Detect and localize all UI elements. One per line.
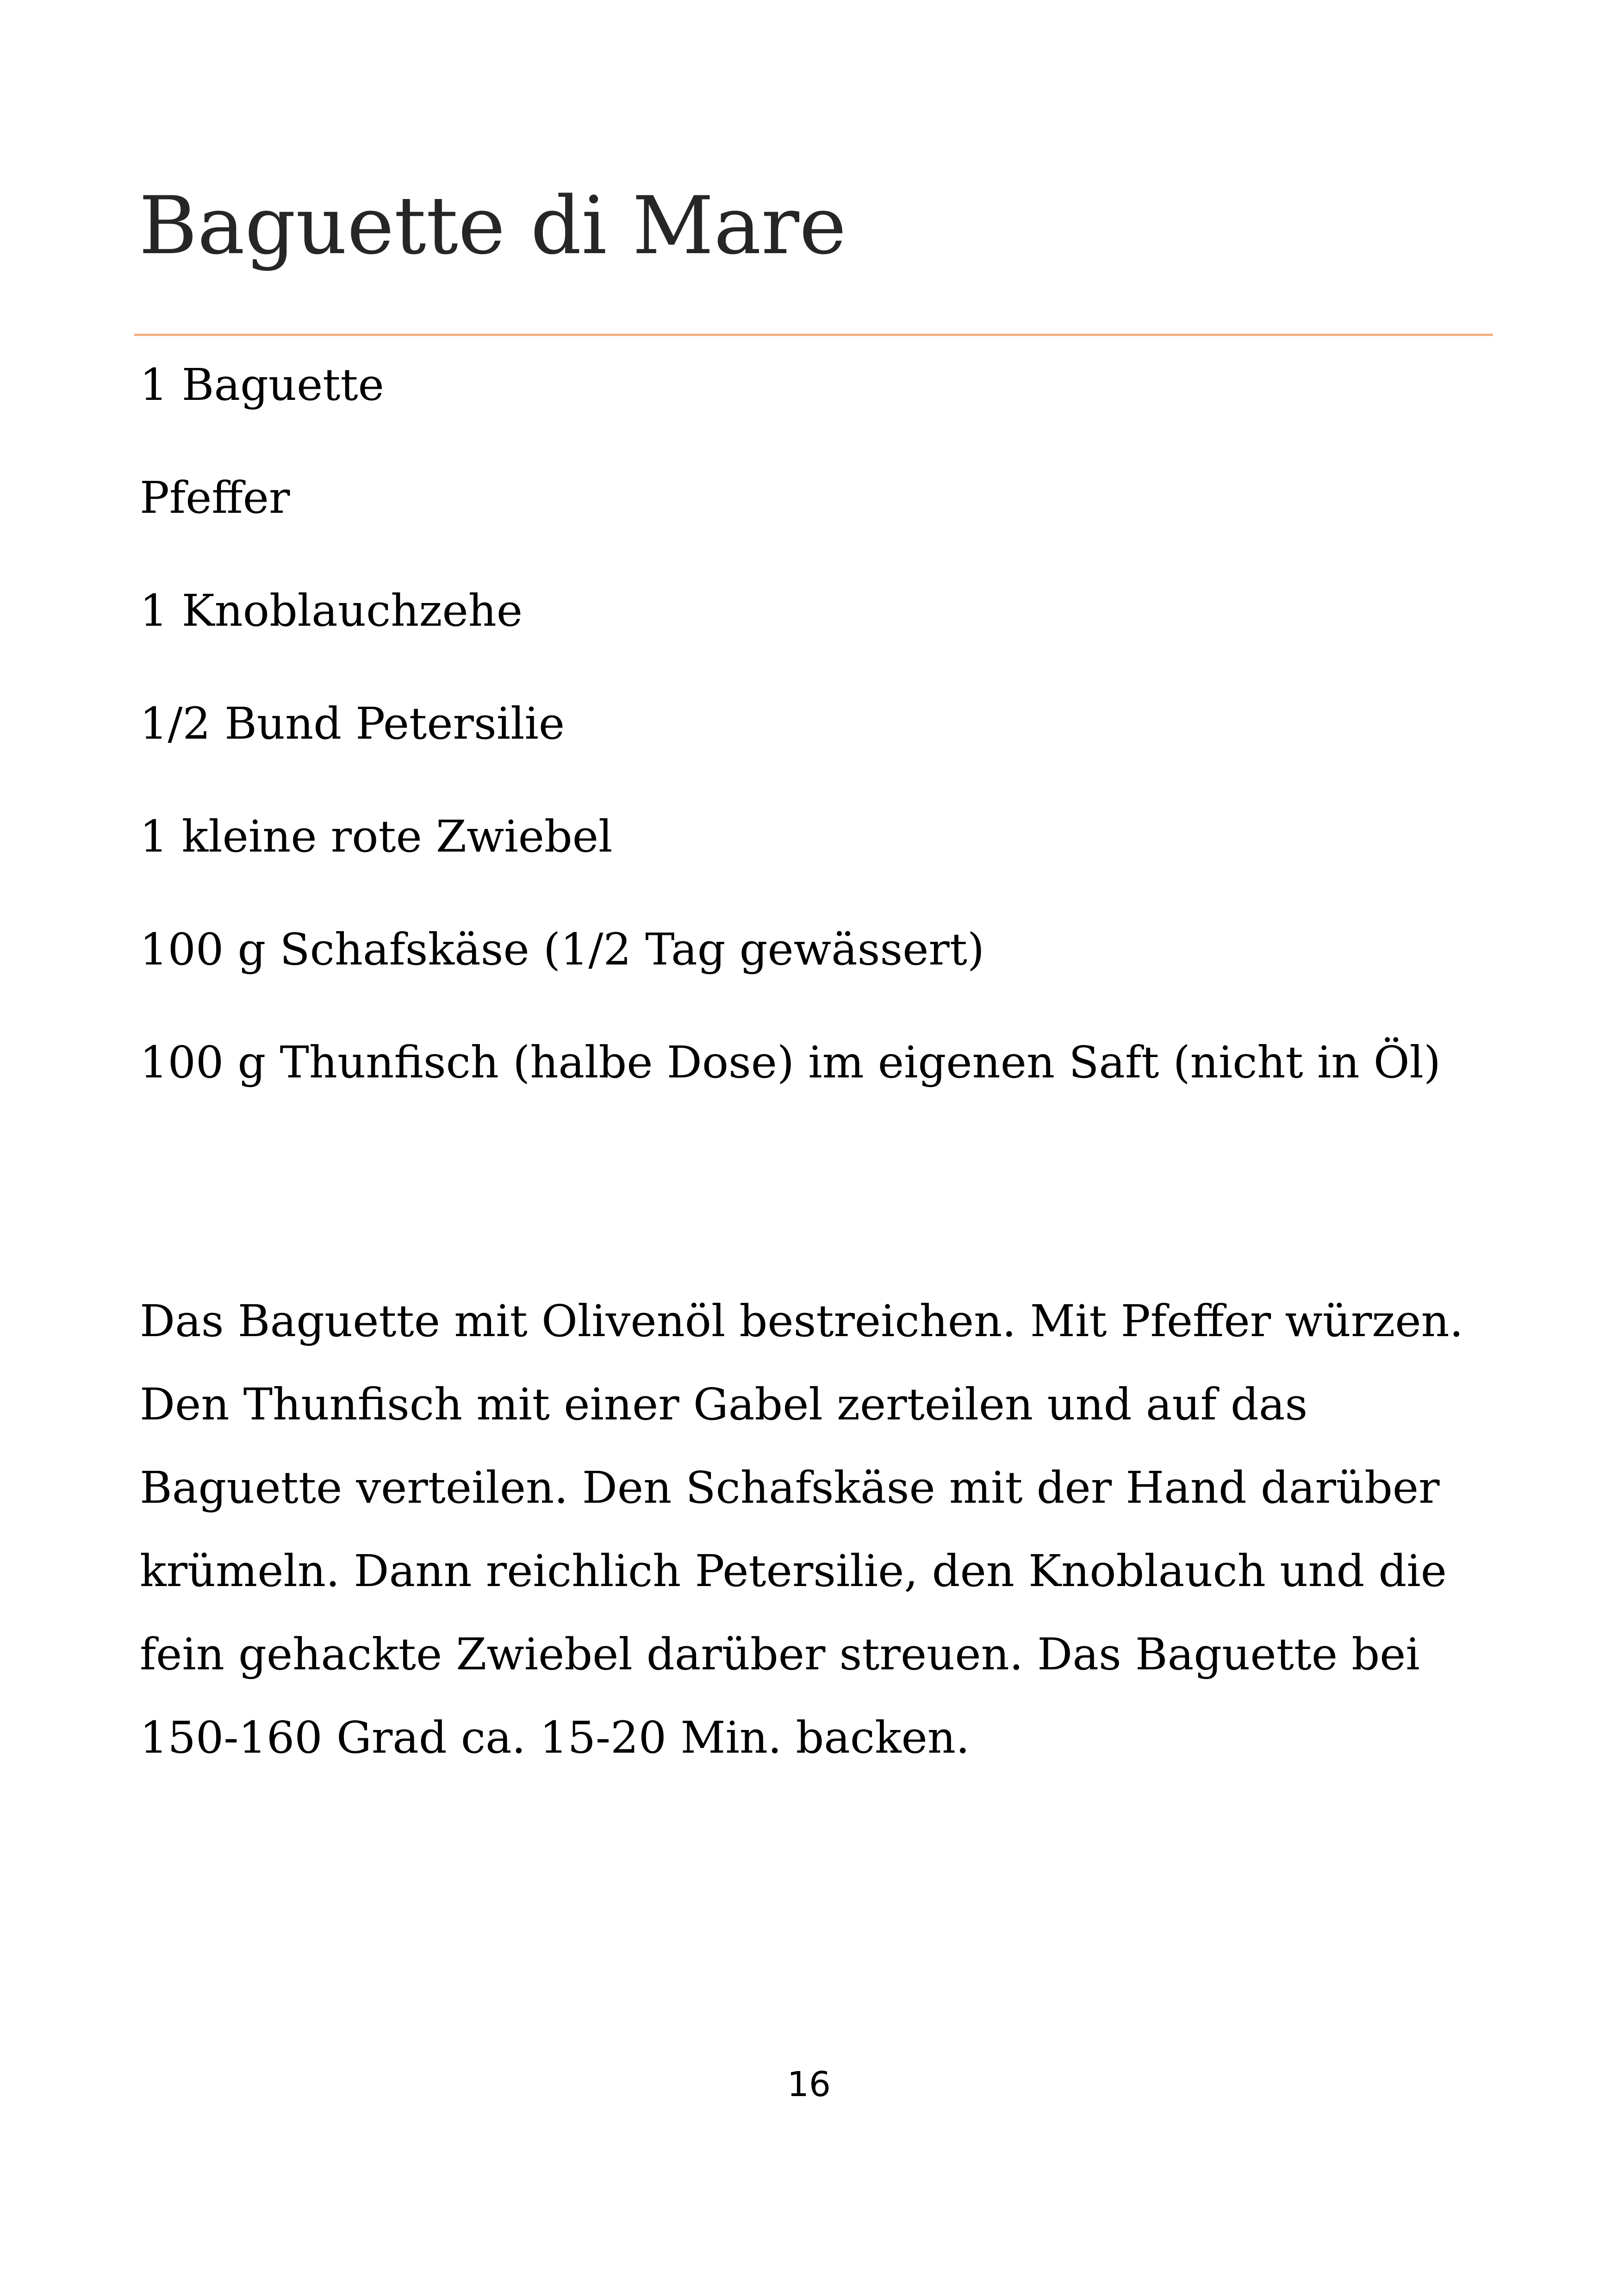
ingredient-item: 1/2 Bund Petersilie xyxy=(140,698,565,749)
instruction-line: Baguette verteilen. Den Schafskäse mit der Hand darüber xyxy=(140,1462,1440,1513)
ingredient-item: Pfeffer xyxy=(140,473,290,523)
instruction-line: 150-160 Grad ca. 15-20 Min. backen. xyxy=(140,1712,970,1763)
ingredient-item: 1 Knoblauchzehe xyxy=(140,585,523,636)
recipe-title: Baguette di Mare xyxy=(139,179,846,272)
instruction-line: Den Thunfisch mit einer Gabel zerteilen und auf das xyxy=(140,1379,1308,1430)
ingredient-item: 1 Baguette xyxy=(140,360,384,411)
ingredient-item: 100 g Schafskäse (1/2 Tag gewässert) xyxy=(140,924,985,975)
instruction-line: krümeln. Dann reichlich Petersilie, den Knoblauch und die xyxy=(140,1546,1447,1597)
ingredient-item: 1 kleine rote Zwiebel xyxy=(140,811,613,862)
title-divider xyxy=(134,334,1493,336)
instruction-line: fein gehackte Zwiebel darüber streuen. Das Baguette bei xyxy=(140,1629,1420,1680)
instruction-line: Das Baguette mit Olivenöl bestreichen. Mit Pfeffer würzen. xyxy=(140,1296,1463,1347)
page-number: 16 xyxy=(787,2065,831,2104)
ingredient-item: 100 g Thunfisch (halbe Dose) im eigenen Saft (nicht in Öl) xyxy=(140,1037,1441,1088)
